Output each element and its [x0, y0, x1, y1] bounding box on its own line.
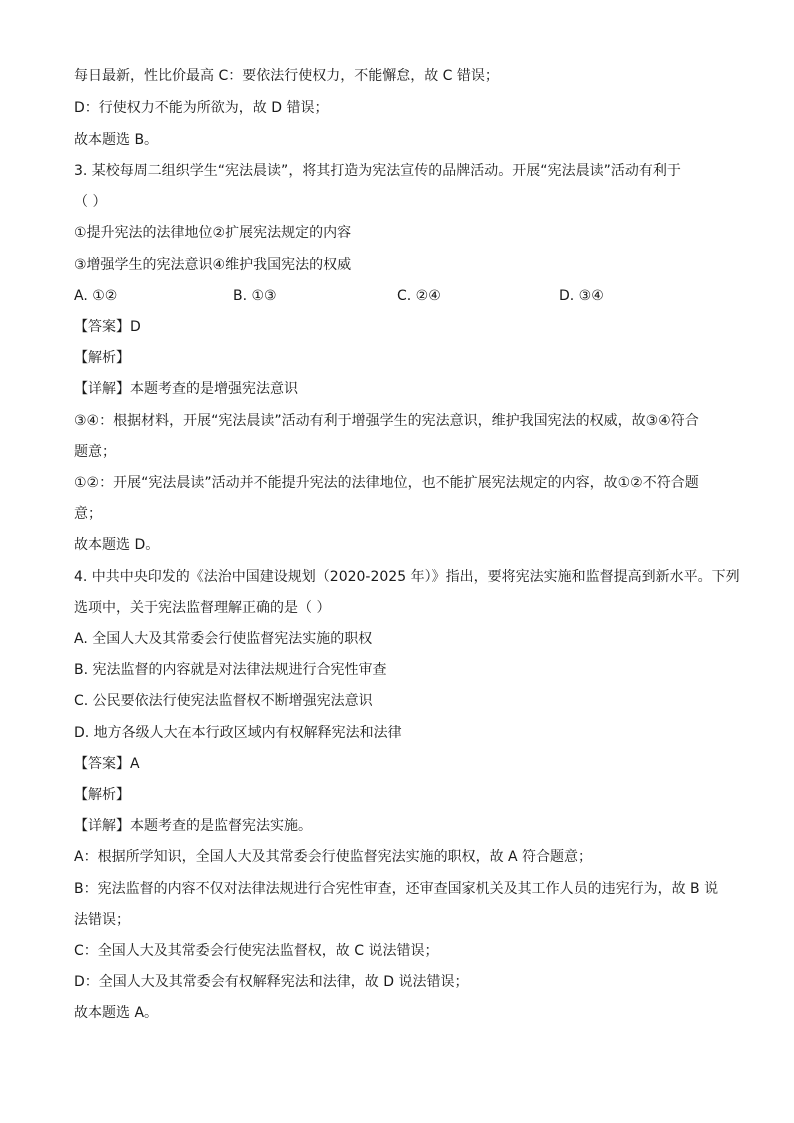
q3-conclusion: 故本题选 D。 [74, 537, 160, 553]
q4-option-b: B. 宪法监督的内容就是对法律法规进行合宪性审查 [74, 662, 387, 678]
q4-detail-b-line2: 法错误； [74, 912, 130, 928]
q3-option-c: C. ②④ [397, 288, 441, 304]
q4-option-d: D. 地方各级人大在本行政区域内有权解释宪法和法律 [74, 725, 402, 741]
q3-stem-line1: 3. 某校每周二组织学生“宪法晨读”，将其打造为宪法宣传的品牌活动。开展“宪法晨读”活动有利于 [74, 163, 681, 179]
q4-detail-a: A：根据所学知识，全国人大及其常委会行使监督宪法实施的职权，故 A 符合题意； [74, 849, 593, 865]
q3-analysis-heading: 【解析】 [74, 350, 130, 366]
q4-detail-d: D：全国人大及其常委会有权解释宪法和法律，故 D 说法错误； [74, 974, 469, 990]
q4-detail-b-line1: B：宪法监督的内容不仅对法律法规进行合宪性审查，还审查国家机关及其工作人员的违宪行为，故 B 说 [74, 881, 719, 897]
q4-stem-line1: 4. 中共中央印发的《法治中国建设规划（2020-2025 年）》指出，要将宪法实施和监督提高到新水平。下列 [74, 569, 740, 585]
q4-option-c: C. 公民要依法行使宪法监督权不断增强宪法意识 [74, 693, 373, 709]
q3-statements-2: ③增强学生的宪法意识④维护我国宪法的权威 [74, 257, 352, 273]
q4-stem-line2: 选项中，关于宪法监督理解正确的是（ ） [74, 600, 331, 616]
prev-conclusion: 故本题选 B。 [74, 132, 159, 148]
q3-option-b: B. ①③ [233, 288, 277, 304]
q3-detail-heading: 【详解】本题考查的是增强宪法意识 [74, 381, 298, 397]
q3-option-d: D. ③④ [559, 288, 604, 304]
q3-answer: 【答案】D [74, 319, 141, 335]
q3-detail-12-line1: ①②：开展“宪法晨读”活动并不能提升宪法的法律地位，也不能扩展宪法规定的内容，故①②不符合题 [74, 475, 699, 491]
q4-option-a: A. 全国人大及其常委会行使监督宪法实施的职权 [74, 631, 373, 647]
prev-analysis-c: 每日最新，性比价最高 C：要依法行使权力，不能懈怠，故 C 错误； [74, 68, 499, 84]
q3-statements-1: ①提升宪法的法律地位②扩展宪法规定的内容 [74, 225, 352, 241]
q4-detail-c: C：全国人大及其常委会行使宪法监督权，故 C 说法错误； [74, 943, 439, 959]
q3-option-a: A. ①② [74, 288, 118, 304]
q3-detail-12-line2: 意； [74, 506, 102, 522]
q4-answer: 【答案】A [74, 756, 140, 772]
q3-detail-34-line1: ③④：根据材料，开展“宪法晨读”活动有利于增强学生的宪法意识，维护我国宪法的权威，故③④符合 [74, 413, 699, 429]
q3-detail-34-line2: 题意； [74, 444, 116, 460]
q4-detail-heading: 【详解】本题考查的是监督宪法实施。 [74, 818, 312, 834]
q4-conclusion: 故本题选 A。 [74, 1005, 159, 1021]
q4-analysis-heading: 【解析】 [74, 787, 130, 803]
q3-stem-line2: （ ） [74, 194, 107, 210]
prev-analysis-d: D：行使权力不能为所欲为，故 D 错误； [74, 100, 329, 116]
